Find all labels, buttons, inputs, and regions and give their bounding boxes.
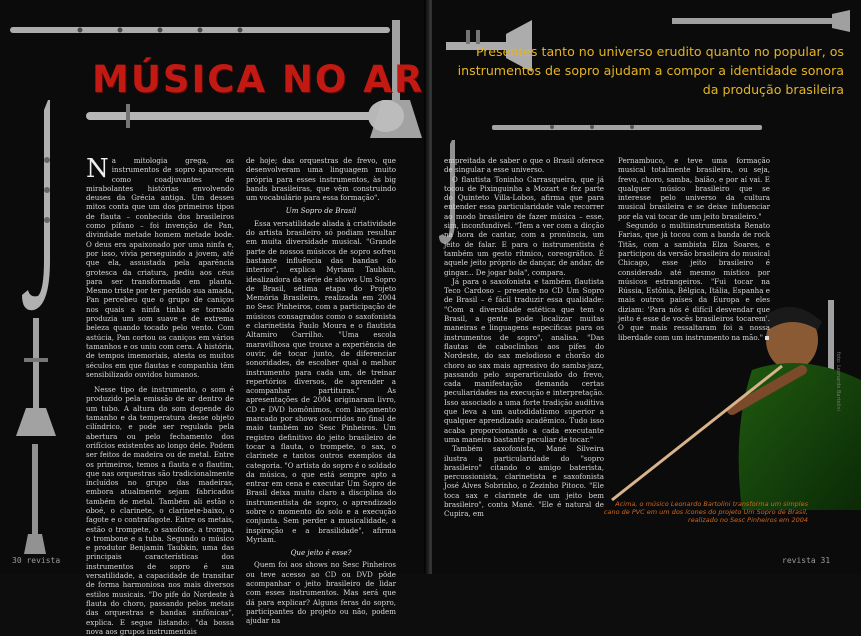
section-subtitle: Que jeito é esse?	[290, 548, 352, 558]
paragraph: Já para o saxofonista e também flautista Teco Cardoso – presente no CD Um Sopro de Brasil – é fácil traduzir essa qualidade: "Com a diversidade estética que tem o Brasil, a gente pode localizar muitas maneiras e linguagens específicas para os instrumentos de sopro", analisa. "Das flautas de caboclinhos aos pifes do Nordeste, do sax melodioso e chorão do choro ao sax mais agressivo do samba-jazz, passando pelo superarticulado do frevo, cada manifestação demanda certas peculiaridades na execução e interpretação. Isso associado a uma forte tradição auditiva que leva a um autodidatismo superior a qualquer aprendizado acadêmico. Tudo isso acaba proporcionando a cada executante uma maneira bastante peculiar de tocar."	[444, 276, 604, 444]
article-subhead: Presentes tanto no universo erudito quanto no popular, os instrumentos de sopro ajudam a compor a identidade sonora da produção brasileira	[457, 44, 844, 97]
page-number-value: 30	[12, 556, 22, 565]
column-1	[86, 156, 234, 636]
paragraph	[618, 221, 770, 342]
paragraph: de hoje; das orquestras de frevo, que desenvolveram uma linguagem muito própria para esses instrumentos, às big bands brasileiras, que vêm construindo um vocabulário para essa formação".	[246, 156, 396, 203]
page-number-value: 31	[820, 556, 831, 565]
saxophone-icon	[20, 100, 80, 330]
page-number	[782, 556, 830, 565]
paragraph: Essa versatilidade aliada à criatividade do artista brasileiro só podiam resultar em muita diversidade musical. "Grande parte de nossos músicos de sopro sofreu bastante influência das bandas do interior", explica Myriam Taubkin, idealizadora da série de shows Um Sopro de Brasil, sétima etapa do Projeto Memória Brasileira, realizada em 2004 no Sesc Pinheiros, com a participação de músicos consagrados como o saxofonista e clarinetista Paulo Moura e o flautista Altamiro Carrilho. "Uma escola maravilhosa que trouxe a experiência de ouvir, de tocar junto, de diferenciar sonoridades, de escolher qual o melhor instrumento para cada um, de treinar repertórios diversos, de aprender a acompanhar partituras." As apresentações de 2004 originaram livro, CD e DVD homônimos, com lançamento marcado por shows ocorridos no final de maio também no Sesc Pinheiros. Um registro definitivo do jeito brasileiro de tocar a flauta, o trompete, o sax, o clarinete e tantos outros exemplos da categoria. "O artista do sopro é o soldado da música, o que está sempre apto a entrar em cena e executar Um Sopro de Brasil deixa muito claro a disciplina do instrumentista de sopro, o aprendizado sobre o momento do solo e a execução conjunta. Sem perder a musicalidade, a inspiração e a brasilidade", afirma Myriam.	[246, 218, 396, 544]
photo-caption: Acima, o músico Leonardo Bartolini transforma um simples cano de PVC em um dos ícones do projeto Um Sopro de Brasil, realizado no Sesc Pinheiros em 2004	[603, 500, 808, 525]
paragraph-text: Segundo o multiinstrumentista Renato Farias, que já tocou com a banda de rock Titãs, com a sambista Elza Soares, e participou da versão brasileira do musical Chicago, esse jeito brasileiro é considerado até mesmo místico por músicos estrangeiros. "Fui tocar na Rússia, Estônia, Bélgica, Itália, Espanha e mais outros países da Europa e eles diziam: 'Para nós é difícil desvendar que jeito é esse de vocês brasileiros tocarem'. O que mais ressaltaram foi a nossa liberdade com um instrumento na mão."	[618, 221, 770, 342]
column-2	[246, 156, 396, 626]
paragraph: empreitada de saber o que o Brasil oferece de singular a esse universo.	[444, 156, 604, 175]
section-subtitle: Um Sopro de Brasil	[285, 206, 357, 216]
column-4	[618, 156, 770, 342]
column-3	[444, 156, 604, 519]
clarinet-icon	[20, 444, 50, 554]
right-page	[432, 0, 861, 574]
paragraph: Também saxofonista, Mané Silveira ilustra a particularidade do "sopro brasileiro" citando o amigo baterista, percussionista, clarinetista e saxofonista José Alves Sobrinho, o Zezinho Pitoco. "Ele toca sax e clarinete de um jeito bem brasileiro", conta Mané. "Ele é natural de Cupira, em	[444, 444, 604, 519]
paragraph: O flautista Toninho Carrasqueira, que já tocou de Pixinguinha a Mozart e fez parte do Quinteto Villa-Lobos, afirma que para entender essa particularidade vale recorrer ao modo brasileiro de fazer música – esse, sim, inconfundível. "Tem a ver com a dicção na hora de cantar, com a pronúncia, um jeito de falar. E para o instrumentista é também um gesto rítmico, coreográfico. É aquele jeito próprio de dançar, de andar, de gingar... De jogar bola", compara.	[444, 174, 604, 277]
magazine-name: revista	[782, 556, 816, 565]
photo-credit: foto: Leonardo Bartolini	[835, 352, 841, 411]
dropcap: N	[86, 154, 109, 184]
magazine-name: revista	[26, 556, 61, 565]
end-mark	[765, 336, 769, 340]
paragraph: Nesse tipo de instrumento, o som é produzido pela emissão de ar dentro de um tubo. A altura do som depende do tamanho e da temperatura desse objeto cilíndrico, e pode ser regulada pela abertura ou pelo fechamento dos orifícios existentes ao longo dele. Podem ser feitos de madeira ou de metal. Entre os primeiros, temos a flauta e o flautim, que nas orquestras são tradicionalmente incluídos no grupo das madeiras, embora atualmente sejam fabricados também de metal. Também ali estão o oboé, o clarinete, o clarinete-baixo, o fagote e o contrafagote. Entre os metais, estão o trompete, o saxofone, a trompa, o trombone e a tuba. Segundo o músico e produtor Benjamin Taubkin, uma das principais características dos instrumentos de sopro é sua versatilidade, a capacidade de transitar de forma harmoniosa nos mais diversos estilos musicais. "Do pife do Nordeste à flauta do choro, passando pelos metais das orquestras e bandas sinfônicas", explica. E segue listando: "da bossa nova aos grupos instrumentais	[86, 385, 234, 636]
paragraph: Pernambuco, e teve uma formação musical totalmente brasileira, ou seja, frevo, choro, samba, baião, e por aí vai. E qualquer músico brasileiro que se interesse pelo universo da cultura musical brasileira e se deixe influenciar por ela vai tocar de um jeito brasileiro."	[618, 156, 770, 221]
paragraph: Quem foi aos shows no Sesc Pinheiros ou teve acesso ao CD ou DVD pôde acompanhar o jeito brasileiro de lidar com esses instrumentos. Mas será que dá para explicar? Alguns feras do sopro, participantes do projeto ou não, podem ajudar na	[246, 560, 396, 626]
paragraph: a mitologia grega, os instrumentos de sopro aparecem como coadjuvantes de mirabolantes histórias envolvendo deuses da Grécia antiga. Um desses mitos conta que um dos primeiros tipos de flauta – conhecida dos brasileiros como pífano – foi invenção de Pan, divindade metade homem metade bode. O deus era apaixonado por uma ninfa e, por isso, vivia perseguindo a jovem, até que ela, assustada pela aparência grotesca da criatura, pediu aos céus para ser transformada em planta. Mesmo triste por ter perdido sua amada, Pan percebeu que o grupo de caniços nos quais a ninfa tinha se tornado produzia um som suave e de extrema beleza quando tocado pelo vento. Com astúcia, Pan cortou os caniços em vários tamanhos e os uniu com cera. A história, de tempos imemoriais, atesta os muitos séculos em que flautas e companhia têm sensibilizado ouvidos humanos.	[86, 156, 234, 379]
trumpet-icon	[6, 318, 66, 438]
page-number	[12, 556, 60, 565]
clarinet-icon	[672, 8, 852, 34]
article-title: MÚSICA NO AR	[92, 58, 425, 101]
flute-icon	[0, 10, 420, 50]
left-page	[0, 0, 428, 636]
flute-icon	[492, 118, 772, 138]
